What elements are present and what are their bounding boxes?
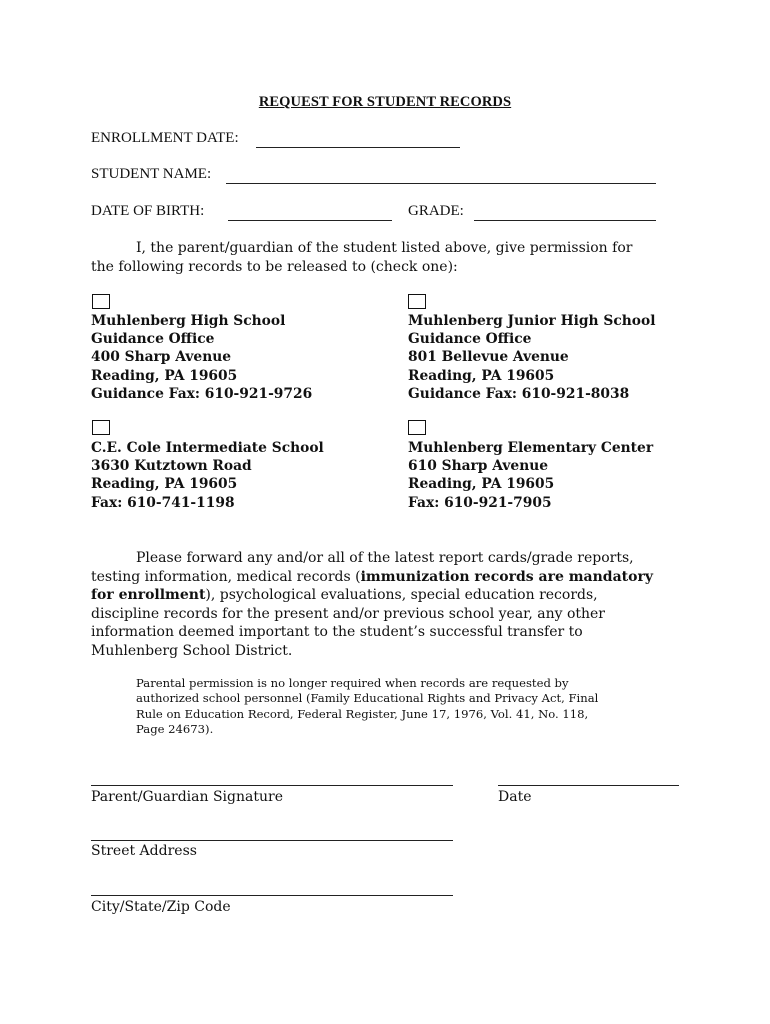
school-detail: Reading, PA 19605 <box>91 476 238 493</box>
school-intermediate <box>91 439 324 512</box>
forward-paragraph <box>91 549 653 660</box>
school-detail: 801 Bellevue Avenue <box>408 349 569 366</box>
privacy-note <box>136 676 598 737</box>
school-detail: Reading, PA 19605 <box>408 476 555 493</box>
forward-line-2 <box>91 568 653 587</box>
parent-signature-label: Parent/Guardian Signature <box>91 789 283 805</box>
school-name: Muhlenberg Elementary Center <box>408 440 654 456</box>
checkbox-intermediate[interactable] <box>92 420 110 435</box>
forward-line-4: discipline records for the present and/or previous school year, any other <box>91 605 605 622</box>
school-detail: Guidance Fax: 610-921-8038 <box>408 385 630 402</box>
school-detail: Fax: 610-921-7905 <box>408 494 552 511</box>
checkbox-elementary[interactable] <box>408 420 426 435</box>
city-state-zip-label: City/State/Zip Code <box>91 899 231 915</box>
enrollment-date-label: ENROLLMENT DATE: <box>91 130 239 146</box>
city-state-zip-field[interactable] <box>91 895 453 896</box>
checkbox-high-school[interactable] <box>92 294 110 309</box>
school-detail: 610 Sharp Avenue <box>408 458 549 475</box>
street-address-label: Street Address <box>91 843 197 859</box>
date-of-birth-field[interactable] <box>228 220 392 221</box>
date-signature-field[interactable] <box>498 785 679 786</box>
checkbox-junior-high[interactable] <box>408 294 426 309</box>
forward-text: ), psychological evaluations, special education records, <box>205 587 598 603</box>
parent-signature-field[interactable] <box>91 785 453 786</box>
forward-line-5: information deemed important to the student’s successful transfer to <box>91 624 583 640</box>
date-of-birth-label: DATE OF BIRTH: <box>91 203 205 219</box>
note-line: Page 24673). <box>136 721 214 736</box>
school-detail: Reading, PA 19605 <box>408 367 555 384</box>
forward-line-6: Muhlenberg School District. <box>91 642 293 659</box>
note-line: Rule on Education Record, Federal Register, June 17, 1976, Vol. 41, No. 118, <box>136 706 589 721</box>
forward-line-1: Please forward any and/or all of the latest report cards/grade reports, <box>136 550 634 566</box>
forward-emphasis: for enrollment <box>91 587 206 603</box>
school-name: Muhlenberg Junior High School <box>408 313 656 329</box>
grade-field[interactable] <box>474 220 656 221</box>
forward-text: testing information, medical records ( <box>91 568 361 585</box>
school-high-school <box>91 312 312 403</box>
date-label: Date <box>498 789 532 805</box>
school-detail: Fax: 610-741-1198 <box>91 494 235 511</box>
school-name: C.E. Cole Intermediate School <box>91 440 324 456</box>
intro-line-2: the following records to be released to (check one): <box>91 259 458 275</box>
school-detail: 400 Sharp Avenue <box>91 349 232 366</box>
school-detail: Guidance Office <box>408 331 532 348</box>
school-junior-high <box>408 312 655 403</box>
street-address-field[interactable] <box>91 840 453 841</box>
forward-emphasis: immunization records are mandatory <box>360 568 653 585</box>
form-title: REQUEST FOR STUDENT RECORDS <box>258 94 512 110</box>
school-detail: 3630 Kutztown Road <box>91 458 252 475</box>
student-name-field[interactable] <box>226 183 656 184</box>
intro-line-1: I, the parent/guardian of the student listed above, give permission for <box>136 240 633 256</box>
school-detail: Guidance Office <box>91 331 215 348</box>
student-name-label: STUDENT NAME: <box>91 166 212 182</box>
school-detail: Reading, PA 19605 <box>91 367 238 384</box>
forward-line-3 <box>91 586 653 605</box>
school-detail: Guidance Fax: 610-921-9726 <box>91 385 313 402</box>
grade-label: GRADE: <box>408 203 464 219</box>
note-line: authorized school personnel (Family Educational Rights and Privacy Act, Final <box>136 691 599 706</box>
note-line: Parental permission is no longer required when records are requested by <box>136 676 569 690</box>
school-name: Muhlenberg High School <box>91 313 286 329</box>
enrollment-date-field[interactable] <box>256 147 460 148</box>
school-elementary <box>408 439 653 512</box>
